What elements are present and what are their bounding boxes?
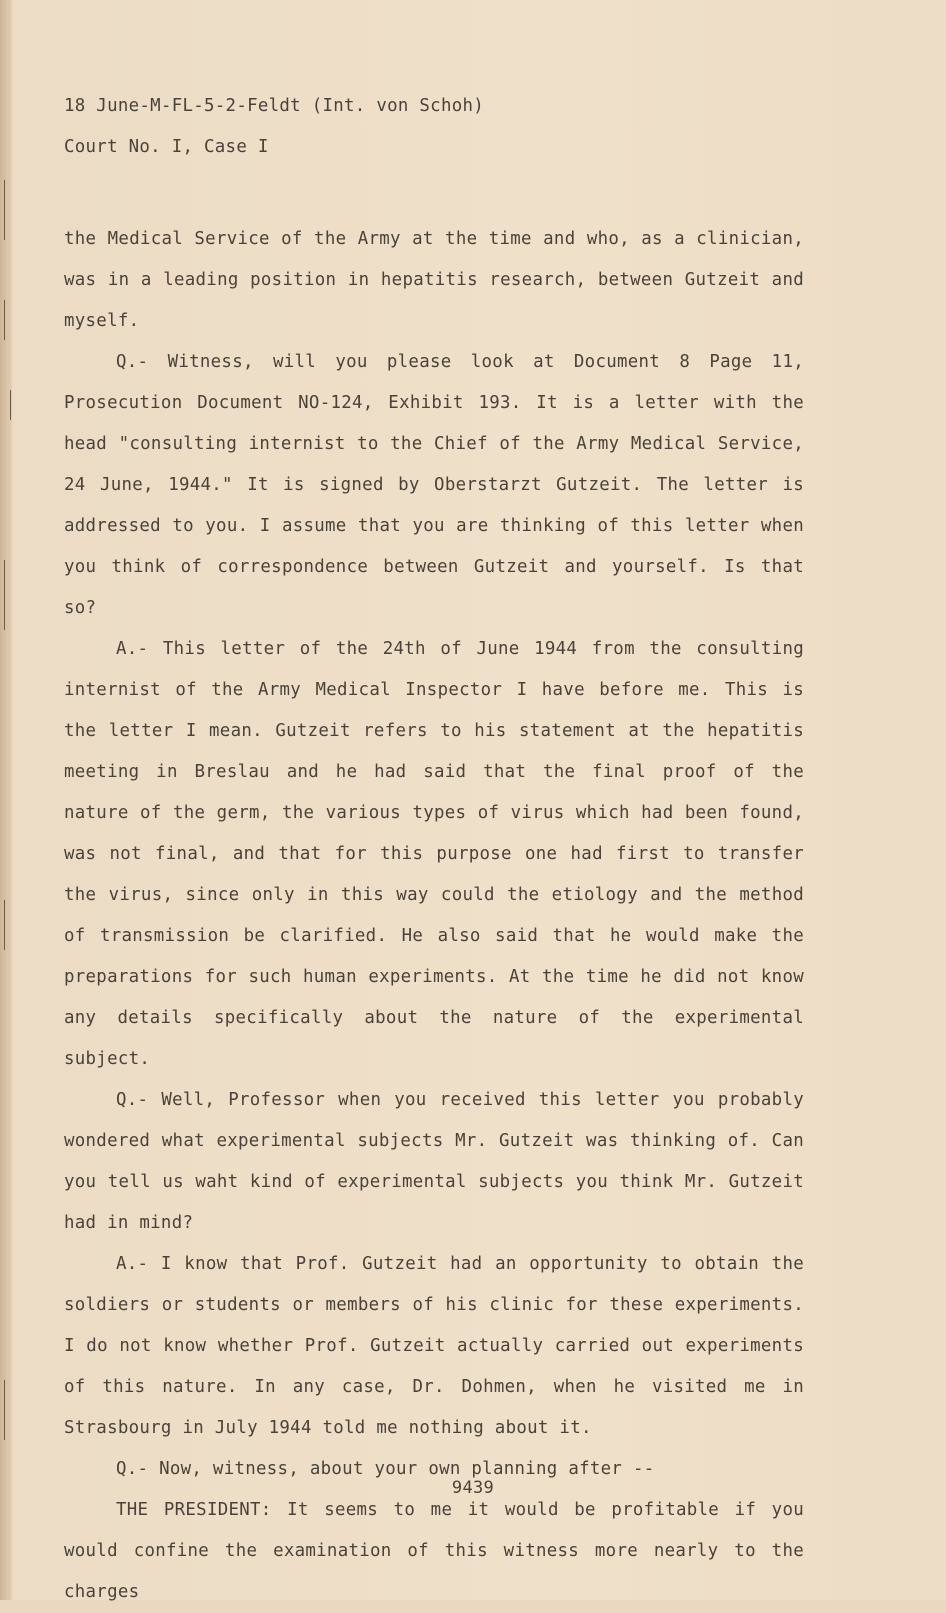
paragraph-answer: A.- I know that Prof. Gutzeit had an opportunity to obtain the soldiers or students or members of his clinic for these experiments. I do not know whether Prof. Gutzeit actually carried out experiments of this nature. In any case, Dr. Dohmen, when he visited me in Strasbourg in July 1944 told me nothing about it.	[64, 1254, 804, 1438]
page-left-edge	[0, 0, 12, 1600]
edge-mark	[4, 1380, 5, 1440]
header-reference-line: 18 June-M-FL-5-2-Feldt (Int. von Schoh)	[64, 96, 485, 116]
paragraph-question: Q.- Well, Professor when you received this letter you probably wondered what experimental subjects Mr. Gutzeit was thinking of. Can you tell us waht kind of experimental subjects you think Mr. Gutzeit had in mind?	[64, 1090, 804, 1233]
transcript-body	[64, 219, 804, 1613]
edge-mark	[10, 390, 11, 420]
edge-mark	[4, 180, 5, 240]
edge-mark	[4, 560, 5, 630]
page-number: 9439	[451, 1478, 495, 1498]
document-header	[64, 96, 864, 178]
paragraph-question: Q.- Now, witness, about your own planning after --	[116, 1459, 655, 1479]
paragraph-president: THE PRESIDENT: It seems to me it would be profitable if you would confine the examination of this witness more nearly to the charges	[64, 1500, 804, 1602]
paragraph-continuation: the Medical Service of the Army at the time and who, as a clinician, was in a leading position in hepatitis research, between Gutzeit and myself.	[64, 229, 804, 331]
paragraph-answer: A.- This letter of the 24th of June 1944 from the consulting internist of the Army Medical Inspector I have before me. This is the letter I mean. Gutzeit refers to his statement at the hepatitis meeting in Breslau and he had said that the final proof of the nature of the germ, the various types of virus which had been found, was not final, and that for this purpose one had first to transfer the virus, since only in this way could the etiology and the method of transmission be clarified. He also said that he would make the preparations for such human experiments. At the time he did not know any details specifically about the nature of the experimental subject.	[64, 639, 804, 1069]
edge-mark	[4, 300, 5, 340]
edge-mark	[4, 900, 5, 950]
paragraph-question: Q.- Witness, will you please look at Document 8 Page 11, Prosecution Document NO-124, Exhibit 193. It is a letter with the head "consulting internist to the Chief of the Army Medical Service, 24 June, 1944." It is signed by Oberstarzt Gutzeit. The letter is addressed to you. I assume that you are thinking of this letter when you think of correspondence between Gutzeit and yourself. Is that so?	[64, 352, 804, 618]
header-court-line: Court No. I, Case I	[64, 137, 269, 157]
